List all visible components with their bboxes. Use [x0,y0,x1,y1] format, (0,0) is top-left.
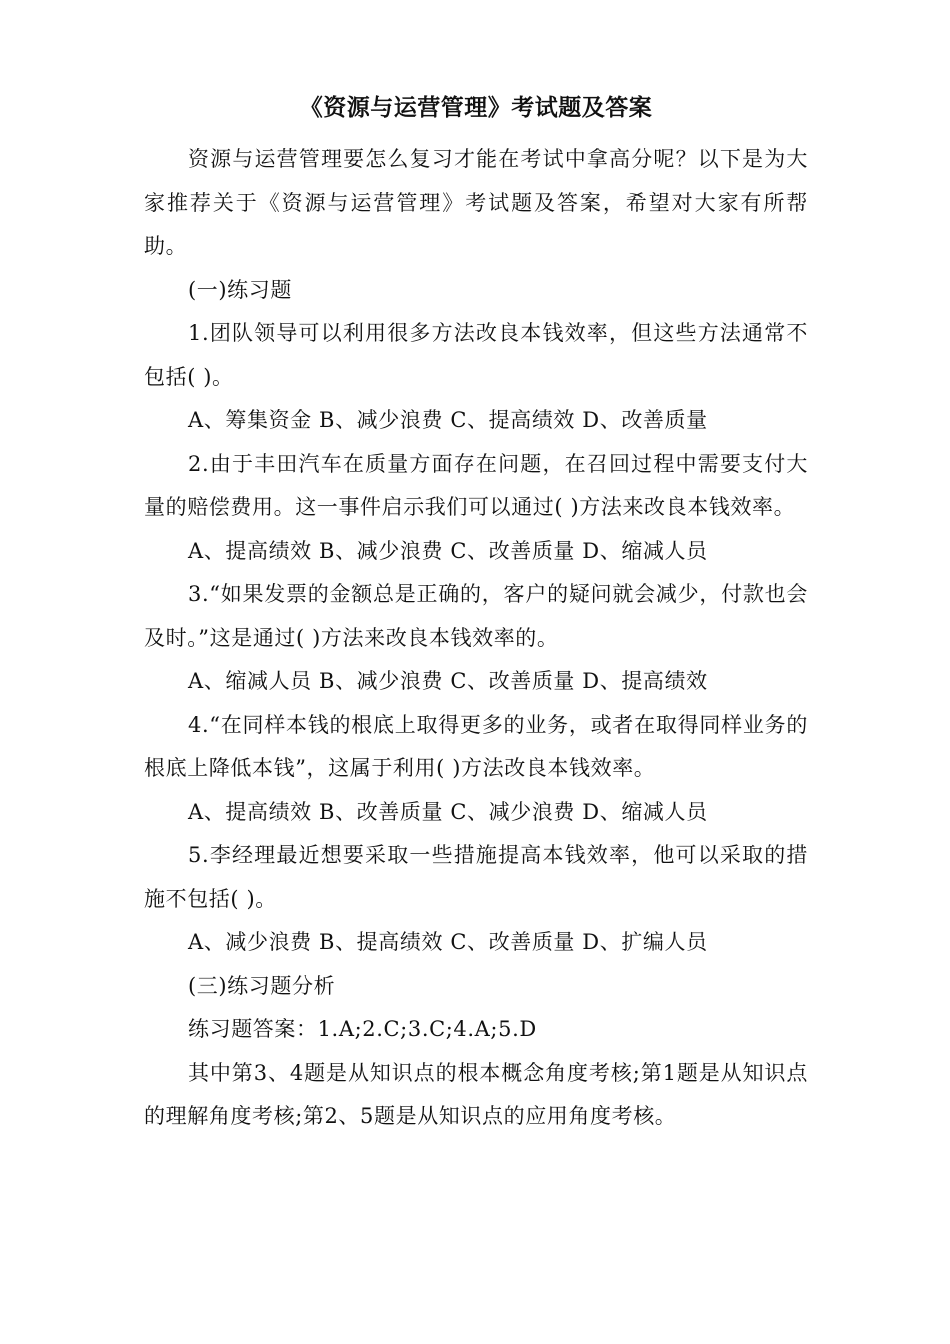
question-2-options: A、提高绩效 B、减少浪费 C、改善质量 D、缩减人员 [188,538,708,563]
question-5-options: A、减少浪费 B、提高绩效 C、改善质量 D、扩编人员 [188,930,708,954]
document-page [144,88,808,1139]
question-3-options: A、缩减人员 B、减少浪费 C、改善质量 D、提高绩效 [188,669,708,693]
question-4: 4.“在同样本钱的根底上取得更多的业务，或者在取得同样业务的根底上降低本钱”，这属于利用( )方法改良本钱效率。 [144,712,808,780]
question-1: 1.团队领导可以利用很多方法改良本钱效率，但这些方法通常不包括( )。 [144,321,808,389]
answers-line: 练习题答案：1.A;2.C;3.C;4.A;5.D [188,1017,537,1041]
intro-paragraph: 资源与运营管理要怎么复习才能在考试中拿高分呢？以下是为大家推荐关于《资源与运营管理》考试题及答案，希望对大家有所帮助。 [144,147,808,258]
question-1-options: A、筹集资金 B、减少浪费 C、提高绩效 D、改善质量 [188,408,708,432]
section-heading-exercises: (一)练习题 [188,277,292,302]
question-3: 3.“如果发票的金额总是正确的，客户的疑问就会减少，付款也会及时。”这是通过( )方法来改良本钱效率的。 [144,582,808,650]
question-4-options: A、提高绩效 B、改善质量 C、减少浪费 D、缩减人员 [188,799,708,824]
section-heading-analysis: (三)练习题分析 [188,973,336,998]
document-title: 《资源与运营管理》考试题及答案 [299,94,653,121]
question-2: 2.由于丰田汽车在质量方面存在问题，在召回过程中需要支付大量的赔偿费用。这一事件启示我们可以通过( )方法来改良本钱效率。 [144,451,808,519]
analysis-paragraph: 其中第3、4题是从知识点的根本概念角度考核;第1题是从知识点的理解角度考核;第2、5题是从知识点的应用角度考核。 [144,1060,808,1128]
question-5: 5.李经理最近想要采取一些措施提高本钱效率，他可以采取的措施不包括( )。 [144,843,808,911]
